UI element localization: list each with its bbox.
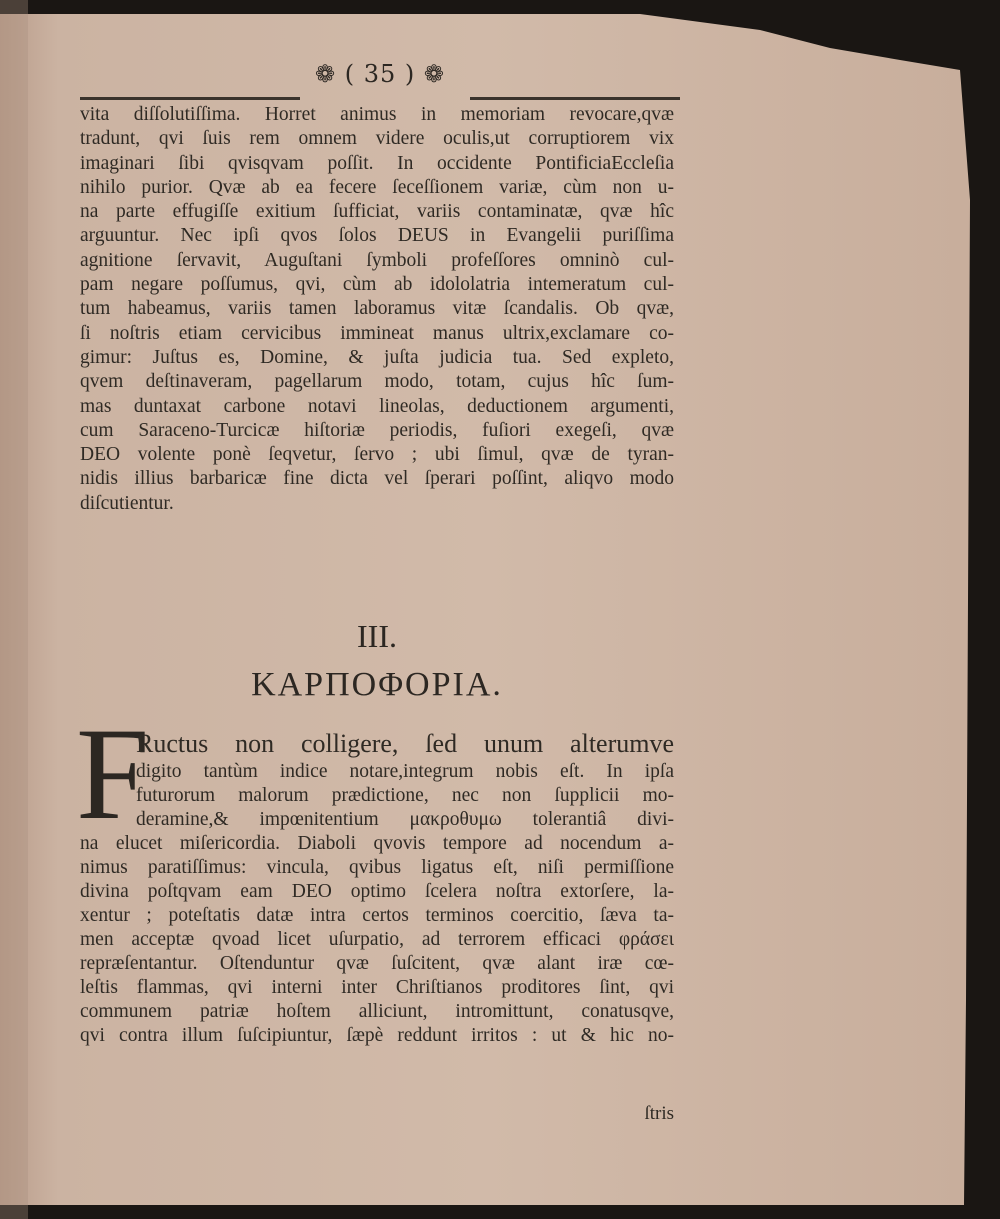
text-line: leſtis flammas, qvi interni inter Chriſtianos proditores ſint, qvi — [80, 977, 674, 998]
text-line: divina poſtqvam eam DEO optimo ſcelera noſtra extorſere, la- — [80, 881, 674, 902]
header-rule-right — [470, 97, 680, 100]
text-line: tum habeamus, variis tamen laboramus vitæ ſcandalis. Ob qvæ, — [80, 298, 674, 320]
text-line: diſcutientur. — [80, 492, 174, 514]
catchword: ſtris — [644, 1103, 674, 1124]
text-line: communem patriæ hoſtem alliciunt, intromittunt, conatusqve, — [80, 1001, 674, 1022]
text-line: qvi contra illum ſuſcipiuntur, ſæpè reddunt irritos : ut & hic no- — [80, 1025, 674, 1046]
page-header — [80, 60, 680, 98]
drop-cap: F — [76, 700, 150, 847]
page-number: ❁ ( 35 ) ❁ — [315, 60, 445, 88]
text-line: ſi noſtris etiam cervicibus immineat manus ultrix,exclamare co- — [80, 322, 674, 344]
paragraph-continuation — [80, 103, 674, 516]
text-line: imaginari ſibi qvisqvam poſſit. In occidente PontificiaEccleſia — [80, 152, 674, 174]
text-line: arguuntur. Nec ipſi qvos ſolos DEUS in Evangelii puriſſima — [80, 225, 674, 247]
text-line: xentur ; poteſtatis datæ intra certos terminos coercitio, ſæva ta- — [80, 905, 674, 926]
paragraph-section-body — [80, 728, 674, 1048]
text-line: repræſentantur. Oſtenduntur qvæ ſuſcitent, qvæ alant iræ cœ- — [80, 953, 674, 974]
text-line: digito tantùm indice notare,integrum nobis eſt. In ipſa — [136, 761, 674, 782]
text-line: na elucet miſericordia. Diaboli qvovis tempore ad nocendum a- — [80, 833, 674, 854]
text-line: gimur: Juſtus es, Domine, & juſta judicia tua. Sed expleto, — [80, 346, 674, 368]
text-line: mas duntaxat carbone notavi lineolas, deductionem argumenti, — [80, 395, 674, 417]
text-line: pam negare poſſumus, qvi, cùm ab idololatria intemeratum cul- — [80, 274, 674, 296]
text-line: Ructus non colligere, ſed unum alterumve — [136, 729, 674, 758]
text-line: cum Saraceno-Turcicæ hiſtoriæ periodis, fuſiori exegeſi, qvæ — [80, 419, 674, 441]
text-line: nihilo purior. Qvæ ab ea fecere ſeceſſionem variæ, cùm non u- — [80, 176, 674, 198]
text-line: men acceptæ qvoad licet uſurpatio, ad terrorem efficaci φράσει — [80, 929, 674, 950]
text-line: futurorum malorum prædictione, nec non ſupplicii mo- — [136, 785, 674, 806]
text-line: nimus paratiſſimus: vincula, qvibus ligatus eſt, niſi permiſſione — [80, 857, 674, 878]
text-line: agnitione ſervavit, Auguſtani ſymboli profeſſores omninò cul- — [80, 249, 674, 271]
text-line: nidis illius barbaricæ fine dicta vel ſperari poſſint, aliqvo modo — [80, 468, 674, 490]
section-title: ΚΑΡΠΟΦΟΡΙΑ. — [251, 666, 503, 703]
header-rule-left — [80, 97, 300, 100]
text-line: na parte effugiſſe exitium ſufficiat, variis contaminatæ, qvæ hîc — [80, 201, 674, 223]
section-number: III. — [357, 618, 397, 654]
text-line: DEO volente ponè ſeqvetur, ſervo ; ubi ſimul, qvæ de tyran- — [80, 444, 674, 466]
text-line: tradunt, qvi ſuis rem omnem videre oculis,ut corruptiorem vix — [80, 128, 674, 150]
text-line: qvem deſtinaveram, pagellarum modo, totam, cujus hîc ſum- — [80, 371, 674, 393]
text-line: deramine,& impœnitentium μακροθυμω tolerantiâ divi- — [136, 809, 674, 830]
text-line: vita diſſolutiſſima. Horret animus in memoriam revocare,qvæ — [80, 104, 674, 125]
